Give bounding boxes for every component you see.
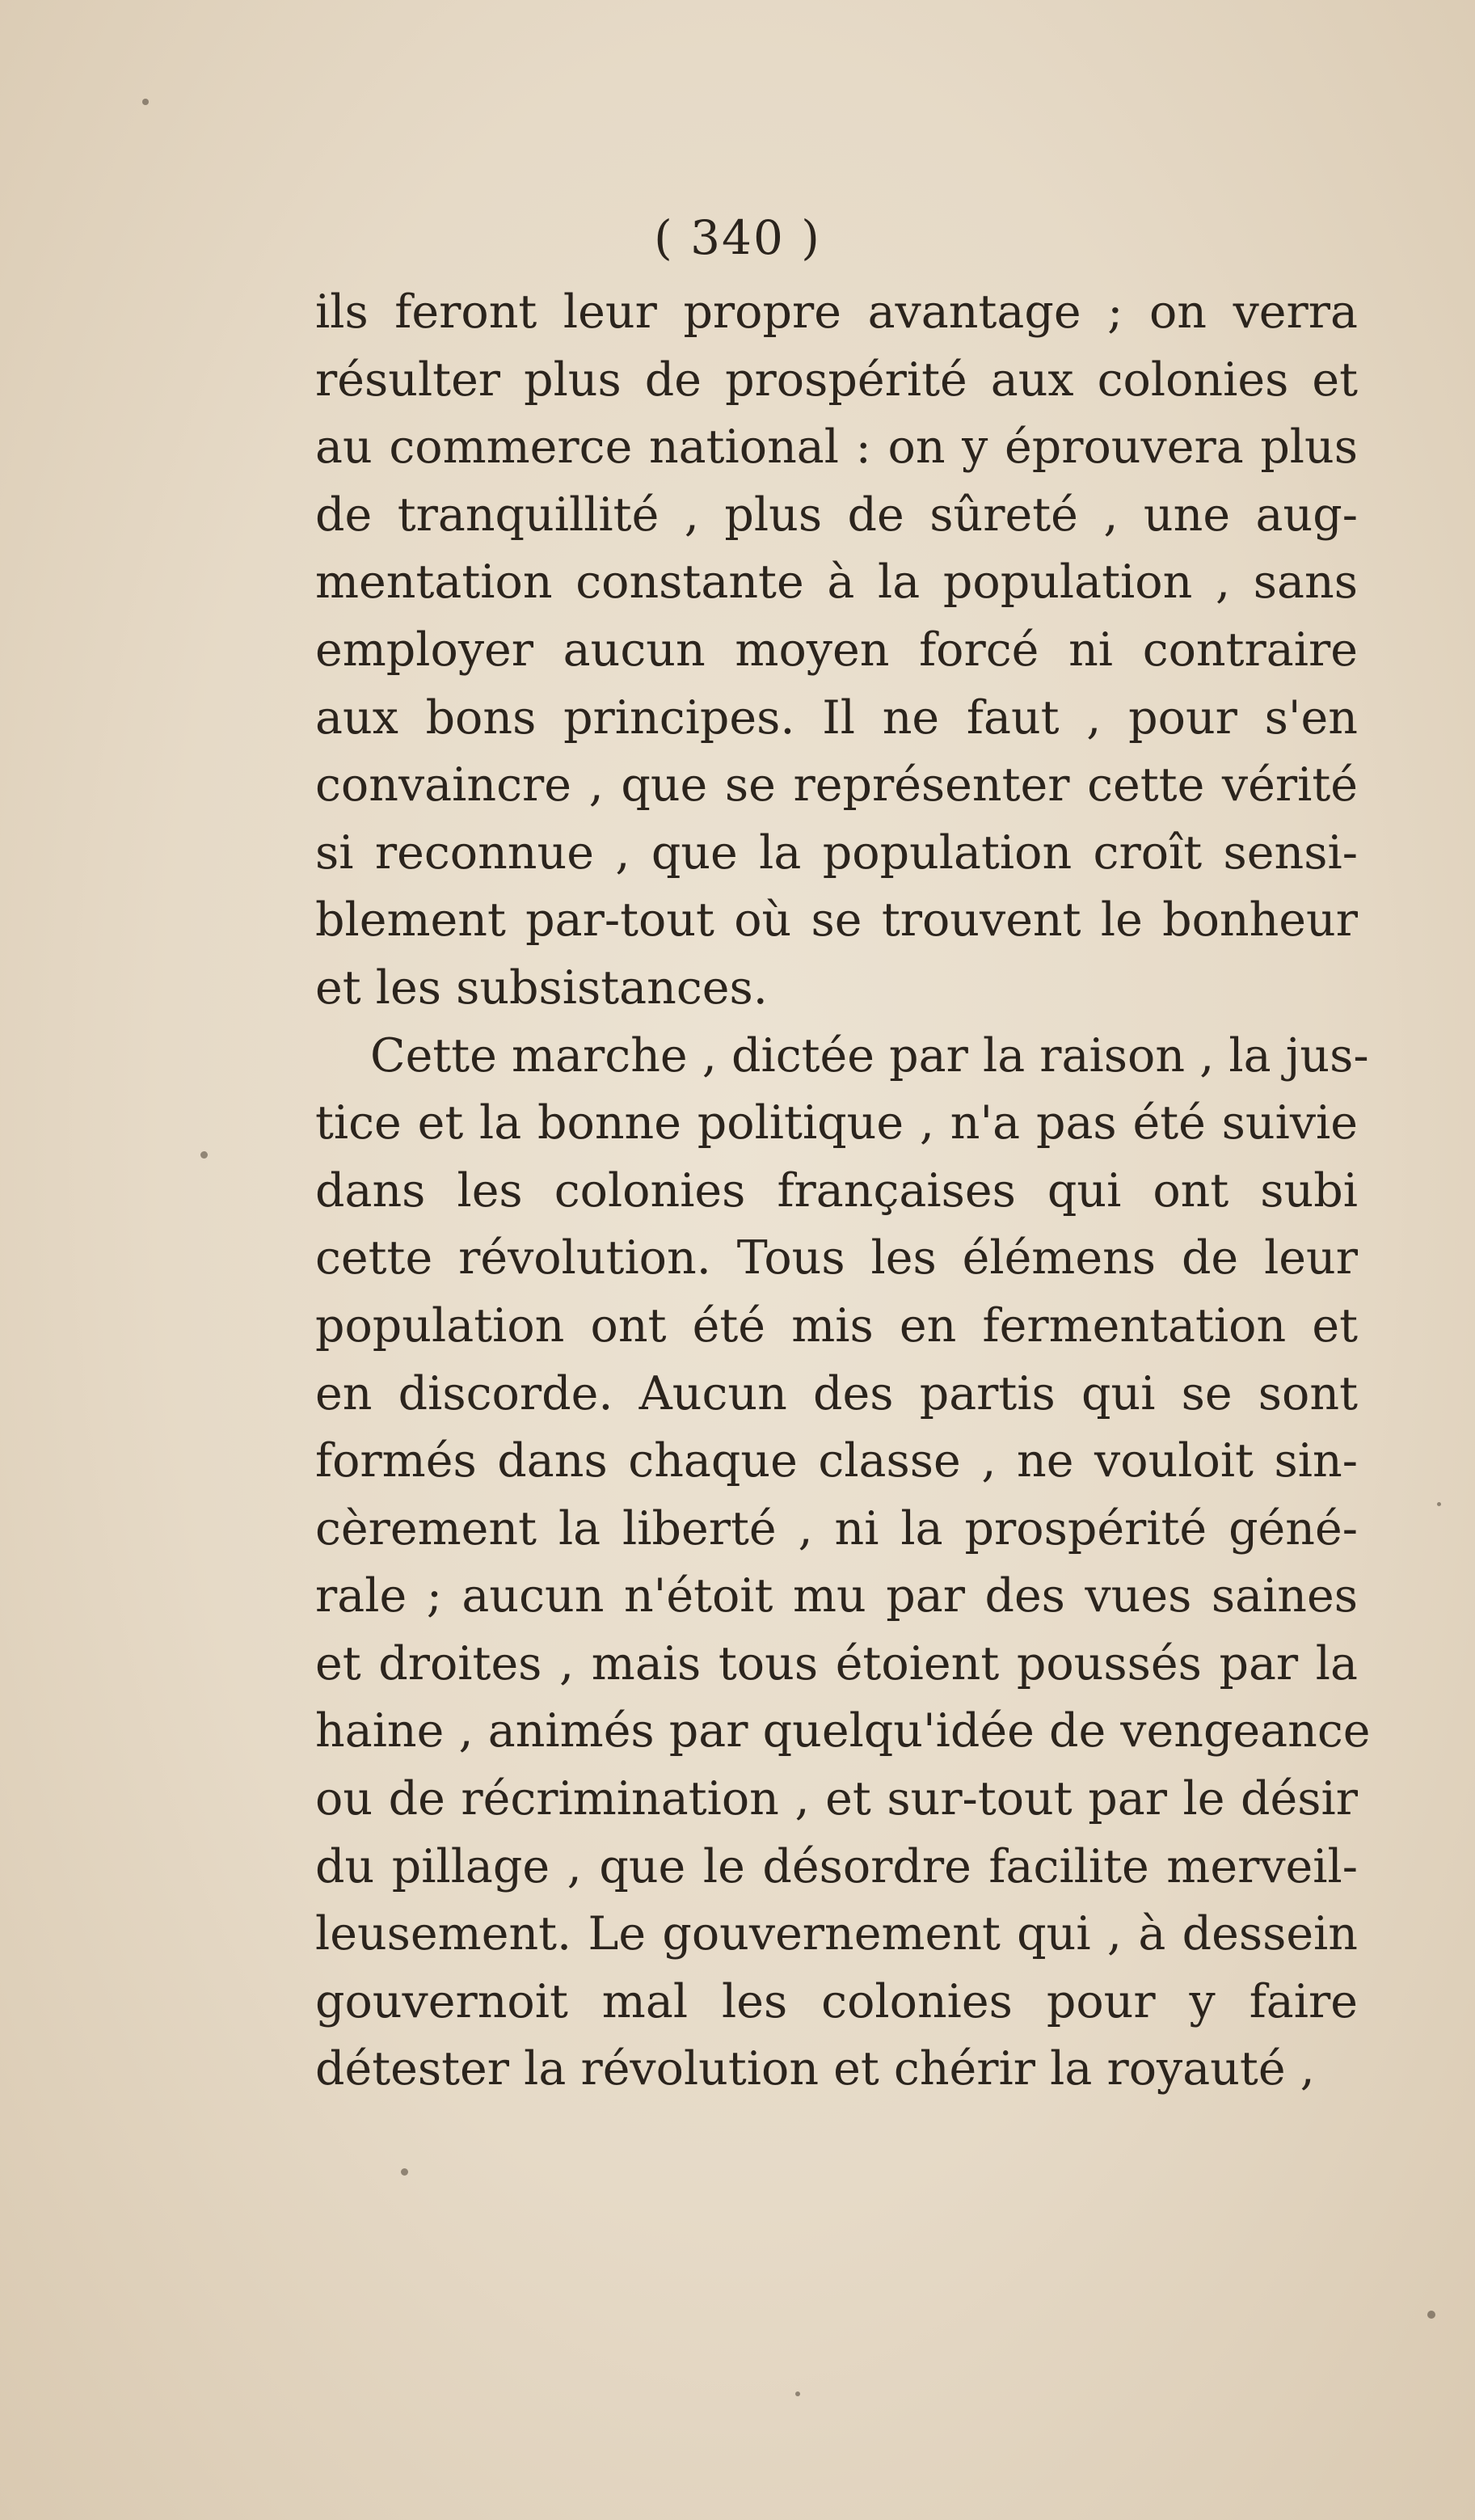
- paper-speck: [1437, 1502, 1441, 1506]
- paper-speck: [200, 1151, 208, 1159]
- text-line: aux bons principes. Il ne faut , pour s'en: [315, 690, 1358, 745]
- text-line: ils feront leur propre avantage ; on verra: [315, 285, 1358, 339]
- paper-speck: [142, 99, 149, 105]
- text-line: résulter plus de prospérité aux colonies et: [315, 352, 1358, 407]
- text-line: employer aucun moyen forcé ni contraire: [315, 623, 1358, 677]
- text-line: blement par-tout où se trouvent le bonheur: [315, 893, 1358, 948]
- text-line: si reconnue , que la population croît sensi-: [315, 825, 1358, 880]
- text-line: rale ; aucun n'étoit mu par des vues saines: [315, 1569, 1358, 1623]
- paragraph-2: [315, 1023, 1371, 2104]
- text-line: leusement. Le gouvernement qui , à dessein: [315, 1907, 1358, 1961]
- text-line: haine , animés par quelqu'idée de vengeance: [315, 1704, 1371, 1758]
- body-text: [315, 279, 1371, 2104]
- text-line: détester la révolution et chérir la royauté ,: [315, 2042, 1315, 2096]
- text-line: cèrement la liberté , ni la prospérité géné-: [315, 1501, 1358, 1555]
- text-line: ou de récrimination , et sur-tout par le désir: [315, 1772, 1358, 1826]
- paper-speck: [1427, 2311, 1435, 2319]
- text-line: en discorde. Aucun des partis qui se sont: [315, 1366, 1358, 1420]
- paper-speck: [795, 2391, 800, 2396]
- text-line: mentation constante à la population , sans: [315, 555, 1358, 610]
- paper-speck: [401, 2168, 408, 2176]
- text-line: cette révolution. Tous les élémens de leur: [315, 1231, 1358, 1285]
- text-line: et droites , mais tous étoient poussés par la: [315, 1636, 1358, 1691]
- text-line: du pillage , que le désordre facilite merveil-: [315, 1839, 1358, 1893]
- text-line: tice et la bonne politique , n'a pas été suivie: [315, 1096, 1358, 1150]
- text-line: gouvernoit mal les colonies pour y faire: [315, 1974, 1358, 2028]
- text-line: dans les colonies françaises qui ont subi: [315, 1163, 1358, 1218]
- text-line: au commerce national : on y éprouvera plus: [315, 420, 1358, 475]
- text-line: population ont été mis en fermentation et: [315, 1298, 1358, 1353]
- text-line: convaincre , que se représenter cette vérité: [315, 758, 1358, 813]
- text-line: formés dans chaque classe , ne vouloit sin-: [315, 1434, 1358, 1488]
- text-line: Cette marche , dictée par la raison , la jus-: [370, 1028, 1369, 1083]
- paragraph-1: [315, 279, 1358, 1023]
- text-line: de tranquillité , plus de sûreté , une aug-: [315, 488, 1358, 542]
- page-number: ( 340 ): [654, 210, 821, 265]
- text-line: et les subsistances.: [315, 960, 768, 1015]
